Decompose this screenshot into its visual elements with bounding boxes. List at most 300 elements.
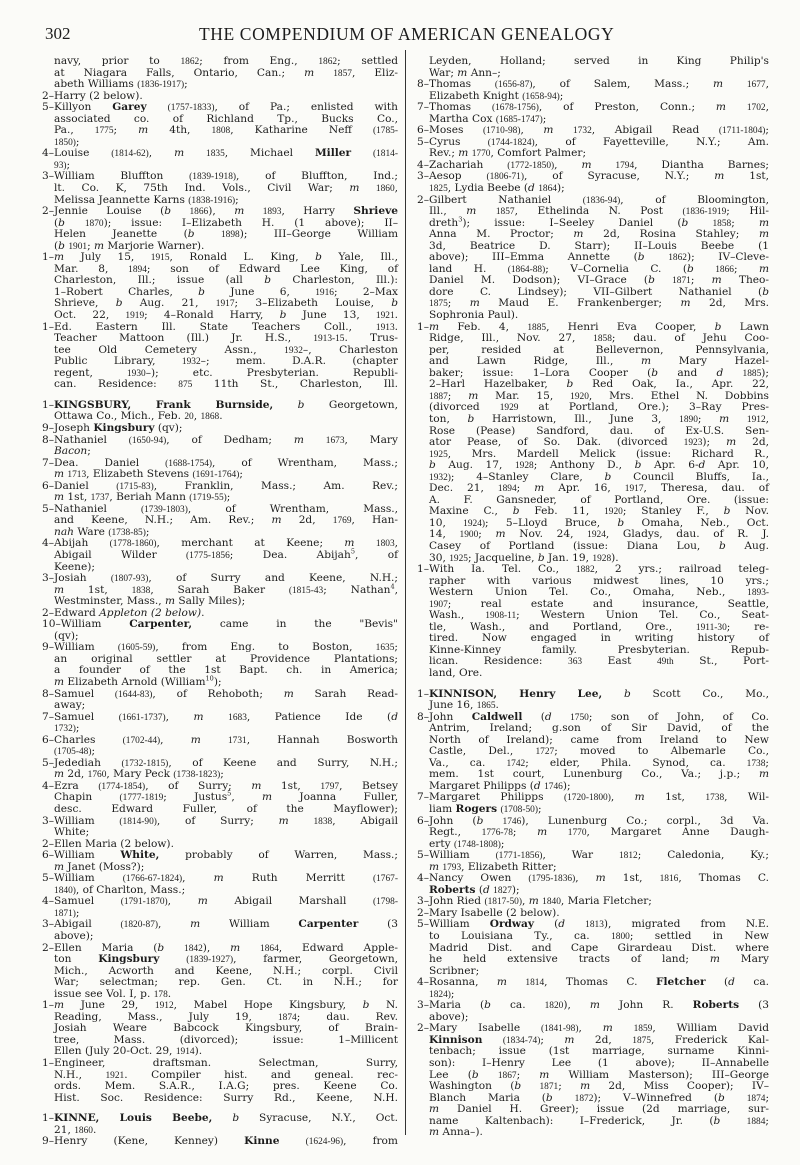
text-segment: Teacher Mattoon (Ill.) Jr. H.S., <box>54 332 314 345</box>
text-line <box>42 1136 398 1148</box>
italic-text: m <box>54 491 65 504</box>
italic-text: d <box>391 710 398 723</box>
text-segment: , Margaret Anne Daugh- <box>586 826 770 839</box>
date-text: 1867 <box>497 1070 517 1081</box>
date-text: (1775-1856 <box>186 550 230 561</box>
text-segment: 6–Moses <box>417 124 483 137</box>
date-text: 1635 <box>375 643 395 654</box>
text-segment: Marjorie Warner). <box>104 239 205 252</box>
text-segment: 2–Harl Hazelbaker, <box>429 378 567 391</box>
text-segment: ). <box>194 1045 203 1058</box>
text-line <box>42 816 398 828</box>
italic-text: m <box>54 251 65 264</box>
date-text: 1838 <box>131 585 151 596</box>
italic-text: b <box>467 412 475 425</box>
italic-text: b <box>634 459 642 472</box>
italic-text: m <box>429 320 440 333</box>
text-segment: Daniel M. Dodson); VI–Grace ( <box>429 274 649 287</box>
text-segment: came in the "Bevis" <box>192 618 398 631</box>
text-segment: . <box>394 320 398 333</box>
text-segment: abeth Williams <box>54 78 138 91</box>
italic-text: m <box>534 482 545 495</box>
date-text: 1840) <box>54 885 76 896</box>
text-segment: Rose (Pease) Sandford, dau. of Ex-U.S. Sen- <box>429 424 769 437</box>
text-segment: 14, <box>429 528 460 541</box>
text-segment: , Diantha Barnes; <box>634 158 769 171</box>
text-segment: Ware <box>73 525 109 538</box>
italic-text: m <box>543 124 554 137</box>
text-segment <box>723 367 742 379</box>
date-text: 1866 <box>715 264 734 275</box>
text-segment: Shrieve, <box>54 297 116 310</box>
date-text: 1893 <box>262 207 282 218</box>
text-segment: Sarah Read- <box>293 687 398 700</box>
italic-text: m <box>213 872 224 885</box>
italic-text: m <box>528 895 539 908</box>
text-segment: , Abigail <box>332 814 399 827</box>
text-segment: Melissa Jeannette Karns <box>54 193 189 206</box>
text-segment <box>280 1135 306 1147</box>
date-text: 1702 <box>746 103 766 114</box>
text-segment: , of Dedham; <box>166 433 294 446</box>
text-segment: ca. <box>490 999 545 1012</box>
text-segment: ; <box>733 262 759 275</box>
text-segment: he held extensive tracts of land; <box>429 953 710 966</box>
italic-text: m <box>680 297 691 310</box>
text-segment: , <box>394 537 398 550</box>
text-segment: ); <box>562 779 571 792</box>
italic-text: m <box>714 170 725 183</box>
text-segment: (3 <box>739 999 770 1012</box>
date-text: 1913 <box>375 322 395 333</box>
text-segment: Ridge, Ill., Nov. 27, <box>429 332 594 345</box>
date-text: (1757-1833) <box>167 103 215 114</box>
italic-text: m <box>715 101 726 114</box>
text-segment: Ill., <box>429 205 467 218</box>
bold-name: Roberts <box>429 883 476 896</box>
text-segment <box>171 205 189 217</box>
date-text: 93) <box>54 160 67 171</box>
date-text: (1820-87) <box>120 920 159 931</box>
text-segment: 6–John ( <box>417 814 477 827</box>
text-segment: Lawn <box>721 320 769 333</box>
italic-text: m <box>589 999 600 1012</box>
text-segment <box>688 217 712 229</box>
text-segment: , Hannah Bosworth <box>246 733 398 746</box>
text-segment: ; <box>235 193 239 206</box>
italic-text: b <box>713 1114 721 1127</box>
date-text: 1770 <box>471 149 491 160</box>
date-text: (1738-1823) <box>173 770 221 781</box>
italic-text: m <box>344 537 355 550</box>
text-segment: , <box>575 872 596 885</box>
date-text: 1913-15 <box>313 334 345 345</box>
text-segment: ; Western Union Tel. Co., Seat- <box>516 609 769 622</box>
date-text: (1719-55) <box>189 493 227 504</box>
text-segment: ; <box>559 89 564 102</box>
italic-text: m <box>758 228 770 241</box>
text-segment: land, Ore. <box>429 666 483 679</box>
text-segment <box>483 815 502 827</box>
date-text: (1739-1803) <box>141 504 188 515</box>
bold-name: Ordway <box>489 918 535 931</box>
text-segment: , Lydia Beebe ( <box>447 182 529 195</box>
text-segment: can. Residence: <box>54 378 179 391</box>
text-segment: Nov. 24, <box>505 528 588 541</box>
text-segment: lican. Residence: <box>429 655 569 668</box>
italic-text: nah <box>54 525 74 538</box>
text-segment: at Niagara Falls, Ontario, Can.; <box>54 66 305 79</box>
text-segment: Red Oak, Ia., Apr. 22, <box>573 378 770 391</box>
italic-text: m <box>719 412 730 425</box>
text-segment: ; re- <box>726 620 769 633</box>
text-segment <box>726 101 747 113</box>
text-segment: Helen Jeanette ( <box>54 228 188 241</box>
text-segment: , Theresa, dau. of <box>643 482 770 495</box>
text-segment: 2d, <box>281 514 333 527</box>
italic-text: m <box>54 768 65 781</box>
date-text: 1732) <box>54 724 76 735</box>
text-segment <box>591 159 615 171</box>
text-segment: , <box>148 147 175 160</box>
italic-text: d <box>558 918 566 931</box>
text-line <box>42 712 398 724</box>
text-segment: and Keene, N.H.; Am. Rev.; <box>54 514 272 527</box>
date-text: (1661-1737) <box>118 712 166 723</box>
text-segment <box>289 815 314 827</box>
date-text: (1817-50) <box>484 897 522 908</box>
text-line <box>417 827 769 839</box>
text-segment: a founder of the 1st Bapt. ch. in America; <box>54 664 398 677</box>
text-segment: ton, <box>429 412 468 425</box>
text-segment: , Edward Apple- <box>278 941 398 954</box>
date-text: 1793 <box>442 862 462 873</box>
text-segment <box>613 1022 634 1034</box>
date-text: 1812 <box>618 851 638 862</box>
text-segment: dore C. Lindsey); VII–Gilbert Nathaniel ( <box>429 285 763 298</box>
text-segment: 10–William <box>42 618 130 631</box>
text-segment: ; 2–Max <box>333 285 398 298</box>
date-text: 1928 <box>592 553 612 564</box>
text-segment: Georgetown, <box>304 398 398 411</box>
text-segment <box>552 711 570 723</box>
text-segment: above); <box>429 1010 469 1023</box>
italic-text: m <box>726 436 737 449</box>
text-segment: , of <box>354 548 398 561</box>
text-segment: ( <box>534 918 559 931</box>
text-segment: lt. Co. K, 75th Ind. Vols., Civil War; <box>54 182 350 195</box>
text-segment: ); issue: I–Elizabeth H. (1 above); II– <box>103 216 398 229</box>
text-segment: 2–Edward <box>42 606 100 619</box>
text-segment: , <box>394 583 398 596</box>
text-segment: Jan. 19, <box>544 551 593 564</box>
text-segment: ; <box>537 803 542 815</box>
text-segment: Westminster, Mass., <box>54 595 165 608</box>
date-text: (1807-93) <box>110 574 149 585</box>
text-segment: ; <box>75 906 80 919</box>
text-segment: A. F. Gansneder, of Portland, Ore. (issue: <box>429 493 769 506</box>
text-segment: Nov. <box>730 505 769 518</box>
italic-text: b <box>115 297 123 310</box>
date-text: (1836-94) <box>582 195 621 206</box>
text-segment: Janet (Moss?); <box>64 860 145 873</box>
text-segment: Mary <box>719 953 769 966</box>
italic-text: d <box>528 182 535 195</box>
bold-name: Carpenter <box>298 918 359 931</box>
text-segment <box>729 413 747 425</box>
italic-text: b <box>476 814 484 827</box>
text-segment: ; V–Cornelia C. ( <box>545 262 687 275</box>
text-segment: ; <box>220 768 224 781</box>
text-segment: ); V–Winnefred ( <box>593 1091 718 1104</box>
date-text: 1923 <box>683 438 703 449</box>
text-segment: 6–William <box>42 849 121 862</box>
text-segment: Council Bluffs, Ia., <box>611 470 769 483</box>
text-segment: ( <box>522 710 545 723</box>
text-segment: 5–William <box>42 872 123 885</box>
text-segment: Theo- <box>721 274 770 287</box>
date-text: (1839-1927) <box>186 955 234 966</box>
text-segment: ; moved to Albemarle Co., <box>554 745 769 758</box>
text-segment: Maud E. Frankenberger; <box>479 297 681 310</box>
text-segment: White; <box>54 826 90 839</box>
text-segment: Abigail Wilder <box>54 548 187 561</box>
italic-text: b <box>637 251 645 264</box>
text-segment: , of Charlton, Mass.; <box>75 883 186 896</box>
date-text: (1644-83) <box>114 689 153 700</box>
date-text: 1775 <box>94 126 114 137</box>
date-text: 1727 <box>535 747 555 758</box>
text-segment: 7–Margaret Philipps <box>417 791 564 804</box>
text-segment: ; <box>447 389 469 402</box>
text-segment: ator Pease, of So. Dak. (divorced <box>429 436 684 449</box>
text-line <box>42 1093 398 1105</box>
text-segment: Chapin <box>54 791 120 804</box>
text-line <box>42 547 398 562</box>
text-segment: 7–Dea. Daniel <box>42 456 166 469</box>
text-segment: ; Hil- <box>726 205 769 218</box>
date-text: 1858 <box>593 334 612 345</box>
text-segment: ; son of John, of Co. <box>588 710 769 723</box>
italic-text: d <box>482 883 490 896</box>
text-segment: Rev.; <box>429 147 459 160</box>
text-segment: liam <box>429 803 456 815</box>
text-segment: and <box>658 366 717 379</box>
text-segment: Yale, Ill., <box>321 251 398 264</box>
italic-text: Bacon <box>54 445 88 458</box>
text-segment: . Compiler hist. and geneal. rec- <box>124 1068 398 1081</box>
text-segment: , of Surry; <box>145 779 252 792</box>
text-segment: 1st, <box>605 872 660 885</box>
text-segment <box>201 734 228 746</box>
italic-text: b <box>362 999 370 1012</box>
text-segment <box>476 205 496 217</box>
date-text: (1766-67-1824) <box>122 874 183 885</box>
date-text: 1868 <box>200 412 220 423</box>
text-segment: ; Dea. Abijah <box>229 548 351 561</box>
date-text: 1901 <box>68 241 88 252</box>
text-segment: 21, <box>54 1123 75 1136</box>
text-segment: ); <box>511 883 520 896</box>
text-segment: Apr. 6- <box>641 459 699 472</box>
text-line <box>42 379 398 391</box>
text-segment: 9–Joseph <box>42 421 94 434</box>
text-segment: ; <box>75 135 80 148</box>
text-segment <box>694 263 715 275</box>
italic-text: m <box>496 976 507 989</box>
italic-text: m <box>758 216 770 229</box>
italic-text: b <box>264 274 271 287</box>
text-segment <box>159 953 186 965</box>
text-segment: –, Charleston <box>302 343 398 356</box>
text-segment: 8–Thomas <box>417 78 495 91</box>
text-segment: William Masterson); III–George <box>549 1068 769 1081</box>
italic-text: b <box>686 262 694 275</box>
italic-text: d <box>716 366 724 379</box>
text-segment: , Patience Ide ( <box>246 710 392 723</box>
italic-text: b <box>762 285 769 298</box>
text-segment: , <box>765 412 770 425</box>
text-segment: ); <box>761 366 769 379</box>
text-segment: , of Bluffton, Ind.; <box>236 170 399 183</box>
text-segment: ; <box>558 1080 581 1093</box>
text-segment: 2d, Miss Cooper); IV– <box>590 1080 770 1093</box>
date-text: 1814 <box>525 978 545 989</box>
italic-text: Appleton (2 below) <box>99 606 202 619</box>
text-segment: Maxine C., <box>429 505 513 518</box>
italic-text: b <box>537 551 545 564</box>
date-text: 1862 <box>668 253 687 264</box>
italic-text: m <box>138 124 149 137</box>
date-text: 1885 <box>742 368 762 379</box>
text-segment: 4–Louise <box>42 147 112 160</box>
date-text: 1858 <box>712 218 732 229</box>
text-segment: , Frederick Kal- <box>651 1033 770 1046</box>
italic-text: b <box>681 216 689 229</box>
italic-text: m <box>349 182 360 195</box>
text-segment: probably of Warren, Mass.; <box>159 849 398 862</box>
text-line <box>42 735 398 747</box>
text-segment: tenbach; issue (1st marriage, surname Kinni- <box>429 1045 769 1058</box>
text-segment: 4–Ezra <box>42 779 99 792</box>
text-segment: Ellen (July 20-Oct. 29, <box>54 1045 176 1058</box>
text-segment: ; <box>87 445 91 458</box>
date-text: (1767- <box>372 874 398 885</box>
text-segment: issue see Vol. I, p. <box>54 987 154 1000</box>
date-text: (1710-98) <box>482 126 521 137</box>
date-text: (1838-1916) <box>188 195 236 206</box>
text-segment <box>164 942 184 954</box>
text-segment: , War <box>542 849 619 862</box>
bold-name: Carpenter, <box>129 618 193 631</box>
text-segment <box>645 251 669 263</box>
italic-text: b <box>164 205 172 218</box>
text-line <box>417 977 769 989</box>
text-segment <box>479 1069 498 1081</box>
text-segment: N. <box>369 999 398 1012</box>
date-text: (1748-1808) <box>453 839 501 850</box>
text-segment: 2d, <box>736 436 769 449</box>
date-text: (1814-90) <box>119 816 157 827</box>
text-segment: Sophronia Paul). <box>429 309 519 322</box>
date-text: (1795-1836) <box>528 874 576 885</box>
text-segment: ); <box>213 675 222 688</box>
text-line <box>42 896 398 908</box>
text-segment: , Abigail Read <box>591 124 719 137</box>
text-segment: , <box>193 410 201 423</box>
date-text: (1624-96) <box>305 1137 344 1148</box>
text-segment: ; Jacqueline, <box>467 551 538 564</box>
italic-text: b <box>617 516 625 529</box>
bold-name: Rogers <box>455 803 498 815</box>
text-segment: 6–Daniel <box>42 479 117 492</box>
italic-text: b <box>232 1112 240 1125</box>
text-segment: , Han- <box>351 514 398 527</box>
date-text: 1920 <box>570 391 589 402</box>
text-segment: William <box>200 918 299 931</box>
bold-name: KINNE, Louis Beebe, <box>54 1112 213 1125</box>
text-segment: Lee ( <box>429 1068 472 1081</box>
text-segment: ; <box>516 1068 540 1081</box>
generation-superscript: 5 <box>227 789 232 798</box>
text-segment: Apr. 16, <box>544 482 625 495</box>
date-text: (1798- <box>373 897 398 908</box>
date-text: 875 <box>178 380 193 391</box>
date-text: 1827 <box>493 885 512 896</box>
text-segment <box>273 399 297 411</box>
text-segment: baker; issue: 1–Lora Cooper ( <box>429 366 652 379</box>
date-text: 1866 <box>189 207 209 218</box>
text-segment: Leyden, Holland; served in King Philip's <box>429 55 769 67</box>
text-segment: navy, prior to <box>54 55 181 67</box>
text-segment: War; selectman; rep. Gen. Ct. in N.H.; for <box>54 976 398 989</box>
italic-text: b <box>566 378 574 391</box>
date-text: (1744-1824) <box>487 137 535 148</box>
text-segment: 5–Jedediah <box>42 756 122 769</box>
date-text: 1824) <box>429 989 451 1000</box>
date-text: 1857 <box>333 68 352 79</box>
text-segment: Abigail Marshall <box>207 895 373 908</box>
text-segment: Anna–). <box>439 1126 483 1139</box>
date-text: 1737 <box>90 493 110 504</box>
date-text: 1794 <box>615 160 635 171</box>
text-line <box>417 1000 769 1012</box>
text-segment: ; Anthony D., <box>533 459 635 472</box>
text-segment: ); <box>702 436 727 449</box>
date-text: 1683 <box>228 712 247 723</box>
italic-text: m <box>54 860 65 873</box>
italic-text: d <box>533 779 541 792</box>
page-number: 302 <box>45 24 71 43</box>
date-text: 1872 <box>574 1093 594 1104</box>
italic-text: b <box>58 239 65 252</box>
text-line <box>42 481 398 493</box>
italic-text: m <box>164 595 176 608</box>
italic-text: m <box>251 779 262 792</box>
text-segment: 1st, <box>261 779 321 792</box>
text-segment: ; <box>478 528 496 541</box>
date-text: 1932 <box>181 357 201 368</box>
italic-text: b <box>297 398 305 411</box>
date-text: 1713 <box>67 470 87 481</box>
date-text: (1702-44) <box>122 735 161 746</box>
text-segment: John R. <box>599 999 693 1012</box>
text-segment: Margaret Philipps ( <box>429 779 534 792</box>
text-segment: East <box>582 655 657 668</box>
text-segment: 3–John Ried <box>417 895 485 908</box>
text-segment: tle, Wash., and Portland, Ore., <box>429 620 696 633</box>
text-segment <box>723 78 747 90</box>
